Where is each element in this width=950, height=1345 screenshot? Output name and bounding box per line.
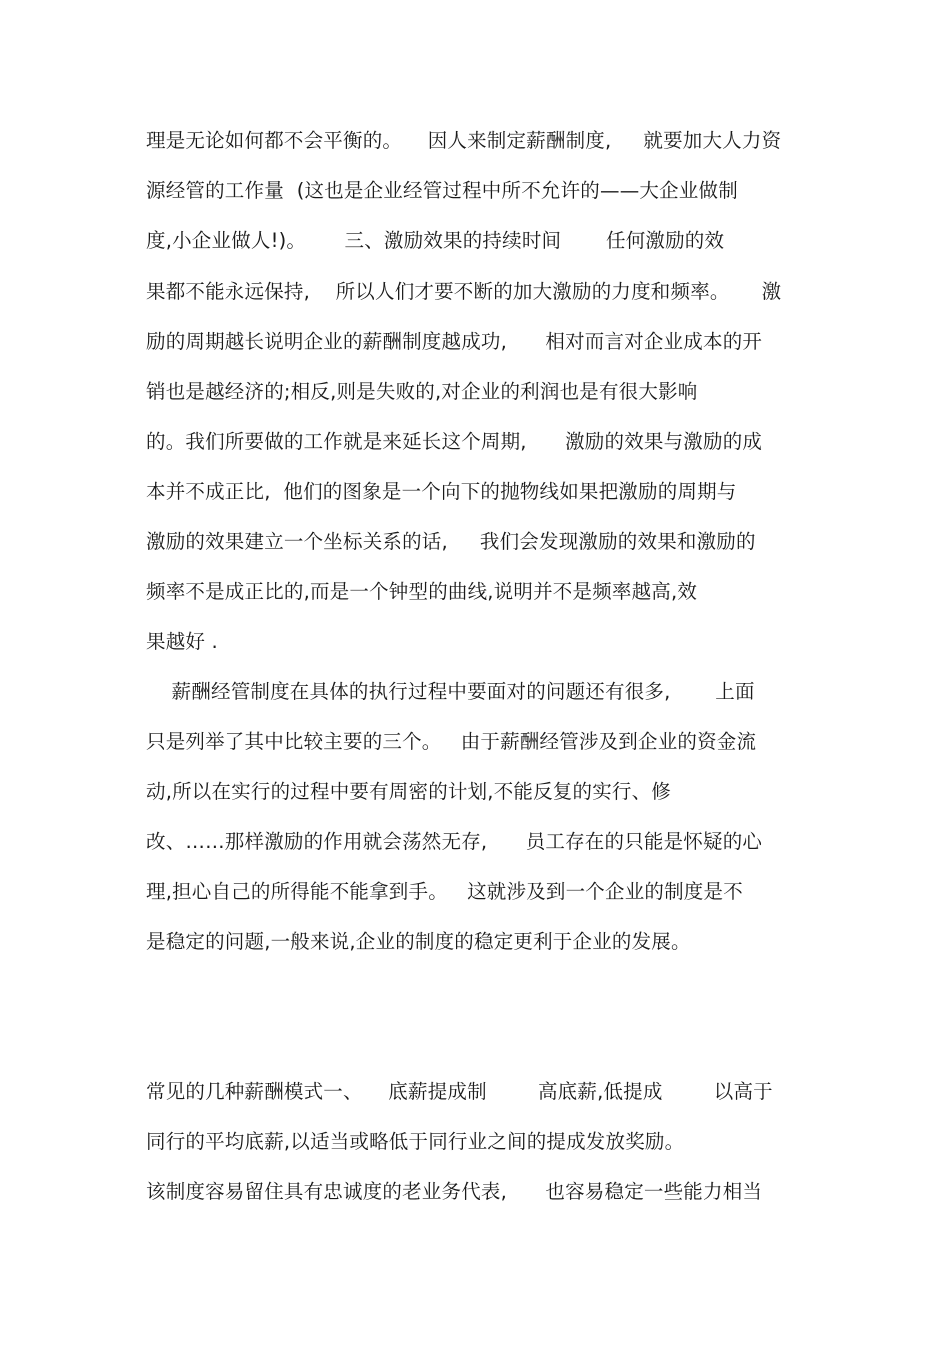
text-line: 该制度容易留住具有忠诚度的老业务代表, 也容易稳定一些能力相当 xyxy=(146,1180,763,1203)
text-line: 果越好 . xyxy=(146,630,218,653)
text-line: 薪酬经管制度在具体的执行过程中要面对的问题还有很多, 上面 xyxy=(146,680,755,703)
text-line: 源经管的工作量 (这也是企业经管过程中所不允许的——大企业做制 xyxy=(146,179,738,202)
text-line: 只是列举了其中比较主要的三个。 由于薪酬经管涉及到企业的资金流 xyxy=(146,730,757,753)
text-line: 理,担心自己的所得能不能拿到手。 这就涉及到一个企业的制度是不 xyxy=(146,880,743,903)
text-line: 动,所以在实行的过程中要有周密的计划,不能反复的实行、修 xyxy=(146,780,671,803)
text-line: 激励的效果建立一个坐标关系的话, 我们会发现激励的效果和激励的 xyxy=(146,530,756,553)
text-line: 是稳定的问题,一般来说,企业的制度的稳定更利于企业的发展。 xyxy=(146,930,691,953)
text-line: 励的周期越长说明企业的薪酬制度越成功, 相对而言对企业成本的开 xyxy=(146,330,763,353)
text-line: 常见的几种薪酬模式一、 底薪提成制 高底薪,低提成 以高于 xyxy=(146,1080,773,1103)
text-line: 同行的平均底薪,以适当或略低于同行业之间的提成发放奖励。 xyxy=(146,1130,685,1153)
text-line: 的。我们所要做的工作就是来延长这个周期, 激励的效果与激励的成 xyxy=(146,430,763,453)
text-line: 理是无论如何都不会平衡的。 因人来制定薪酬制度, 就要加大人力资 xyxy=(146,129,782,152)
text-line: 果都不能永远保持, 所以人们才要不断的加大激励的力度和频率。 激 xyxy=(146,280,782,303)
text-line: 销也是越经济的;相反,则是失败的,对企业的利润也是有很大影响 xyxy=(146,380,698,403)
text-line: 频率不是成正比的,而是一个钟型的曲线,说明并不是频率越高,效 xyxy=(146,580,698,603)
text-line: 改、……那样激励的作用就会荡然无存, 员工存在的只能是怀疑的心 xyxy=(146,830,763,853)
text-line: 本并不成正比, 他们的图象是一个向下的抛物线如果把激励的周期与 xyxy=(146,480,737,503)
text-line: 度,小企业做人!)。 三、激励效果的持续时间 任何激励的效 xyxy=(146,229,725,252)
